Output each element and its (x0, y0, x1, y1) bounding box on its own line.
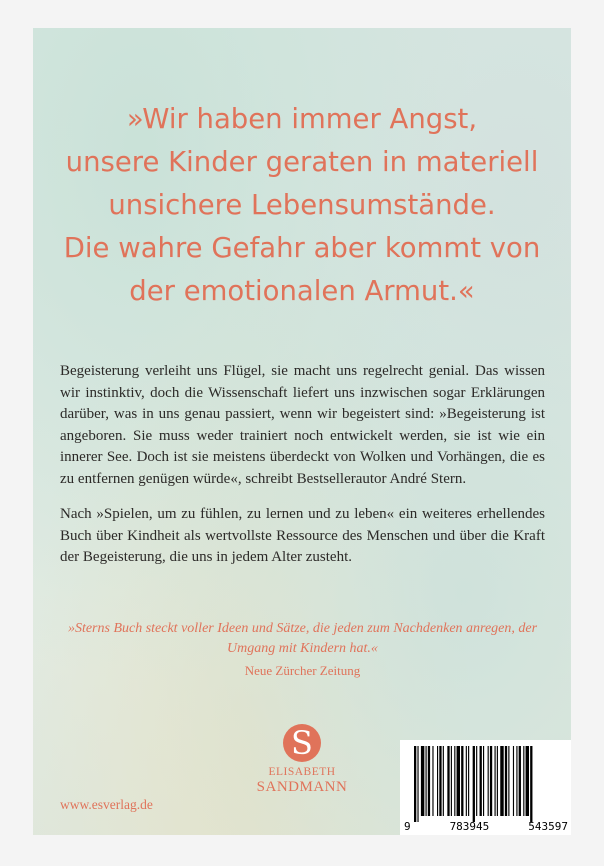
barcode-bar (526, 746, 529, 816)
barcode-bar (421, 746, 424, 816)
barcode-bar (516, 746, 517, 816)
publisher-s-icon (283, 724, 321, 762)
quote-line: unsere Kinder geraten in materiell (65, 146, 539, 178)
barcode-bar (451, 746, 452, 816)
review-source: Neue Zürcher Zeitung (244, 663, 361, 678)
barcode-bar (476, 746, 477, 816)
barcode-bar (443, 746, 444, 816)
headline-quote (33, 98, 571, 313)
barcode-bar (468, 746, 469, 816)
barcode-digit-group: 783945 (449, 820, 490, 833)
logo-letter: S (291, 724, 313, 762)
barcode-digit-group: 9 (404, 820, 411, 833)
press-review (60, 619, 545, 681)
blurb-paragraph-1: Begeisterung verleiht uns Flügel, sie macht uns regelrecht genial. Das wissen wir instinktiv, doch die Wissenschaft liefert uns inzwischen sogar Erklärungen darüber, was in uns genau passiert, wenn wir begeistert sind: »Begeisterung ist angeboren. Sie muss weder trainiert noch entwickelt werden, sie ist wie ein innerer See. Doch ist sie meistens überdeckt von Wolken und Vorhängen, die es zu entfernen genügen würde«, schreibt Bestsellerautor André Stern. (60, 363, 545, 487)
barcode-bar (439, 746, 441, 816)
barcode-bar (461, 746, 463, 816)
barcode-bar (519, 746, 521, 816)
barcode-digit-group: 543597 (528, 820, 568, 833)
quote-line: Die wahre Gefahr aber kommt von (63, 232, 541, 264)
isbn-barcode (400, 740, 571, 835)
barcode-bar (454, 746, 455, 816)
barcode-bar (530, 746, 532, 822)
barcode-bar (497, 746, 498, 816)
barcode-bar (505, 746, 507, 816)
blurb-paragraph-2: Nach »Spielen, um zu fühlen, zu lernen und zu leben« ein weiteres erhellendes Buch über Kindheit als wertvollste Ressource des Menschen und über die Kraft der Begeisterung, die uns in jedem Alter zusteht. (60, 506, 545, 565)
barcode-bar (457, 746, 460, 816)
quote-line: unsichere Lebensumstände. (108, 189, 496, 221)
book-back-cover (33, 28, 571, 835)
publisher-logo (251, 724, 353, 795)
publisher-url[interactable]: www.esverlag.de (60, 797, 153, 812)
barcode-bar (508, 746, 509, 816)
barcode-bar (437, 746, 438, 816)
barcode-bar (523, 746, 524, 816)
barcode-bar (428, 746, 430, 816)
quote-line: der emotionalen Armut.« (129, 275, 475, 307)
barcode-bar (480, 746, 482, 816)
barcode-bar (490, 746, 492, 816)
barcode-bar (483, 746, 484, 816)
logo-last-name: SANDMANN (256, 779, 348, 795)
barcode-bar (473, 746, 475, 822)
barcode-bar (466, 746, 467, 816)
barcode-bar (513, 746, 514, 816)
review-quote: »Sterns Buch steckt voller Ideen und Sätze, die jeden zum Nachdenken anregen, der Umgang mit Kindern hat.« (67, 621, 538, 656)
barcode-digits (404, 820, 568, 833)
barcode-bar (417, 746, 418, 822)
logo-first-name: ELISABETH (268, 766, 336, 778)
barcode-bar (414, 746, 416, 822)
quote-line: »Wir haben immer Angst, (126, 103, 478, 135)
barcode-bar (495, 746, 496, 816)
barcode-bar (500, 746, 503, 816)
barcode-bar (426, 746, 427, 816)
barcode-bar (488, 746, 489, 816)
barcode-bar (432, 746, 433, 816)
blurb (60, 361, 545, 583)
barcode-bar (447, 746, 449, 816)
